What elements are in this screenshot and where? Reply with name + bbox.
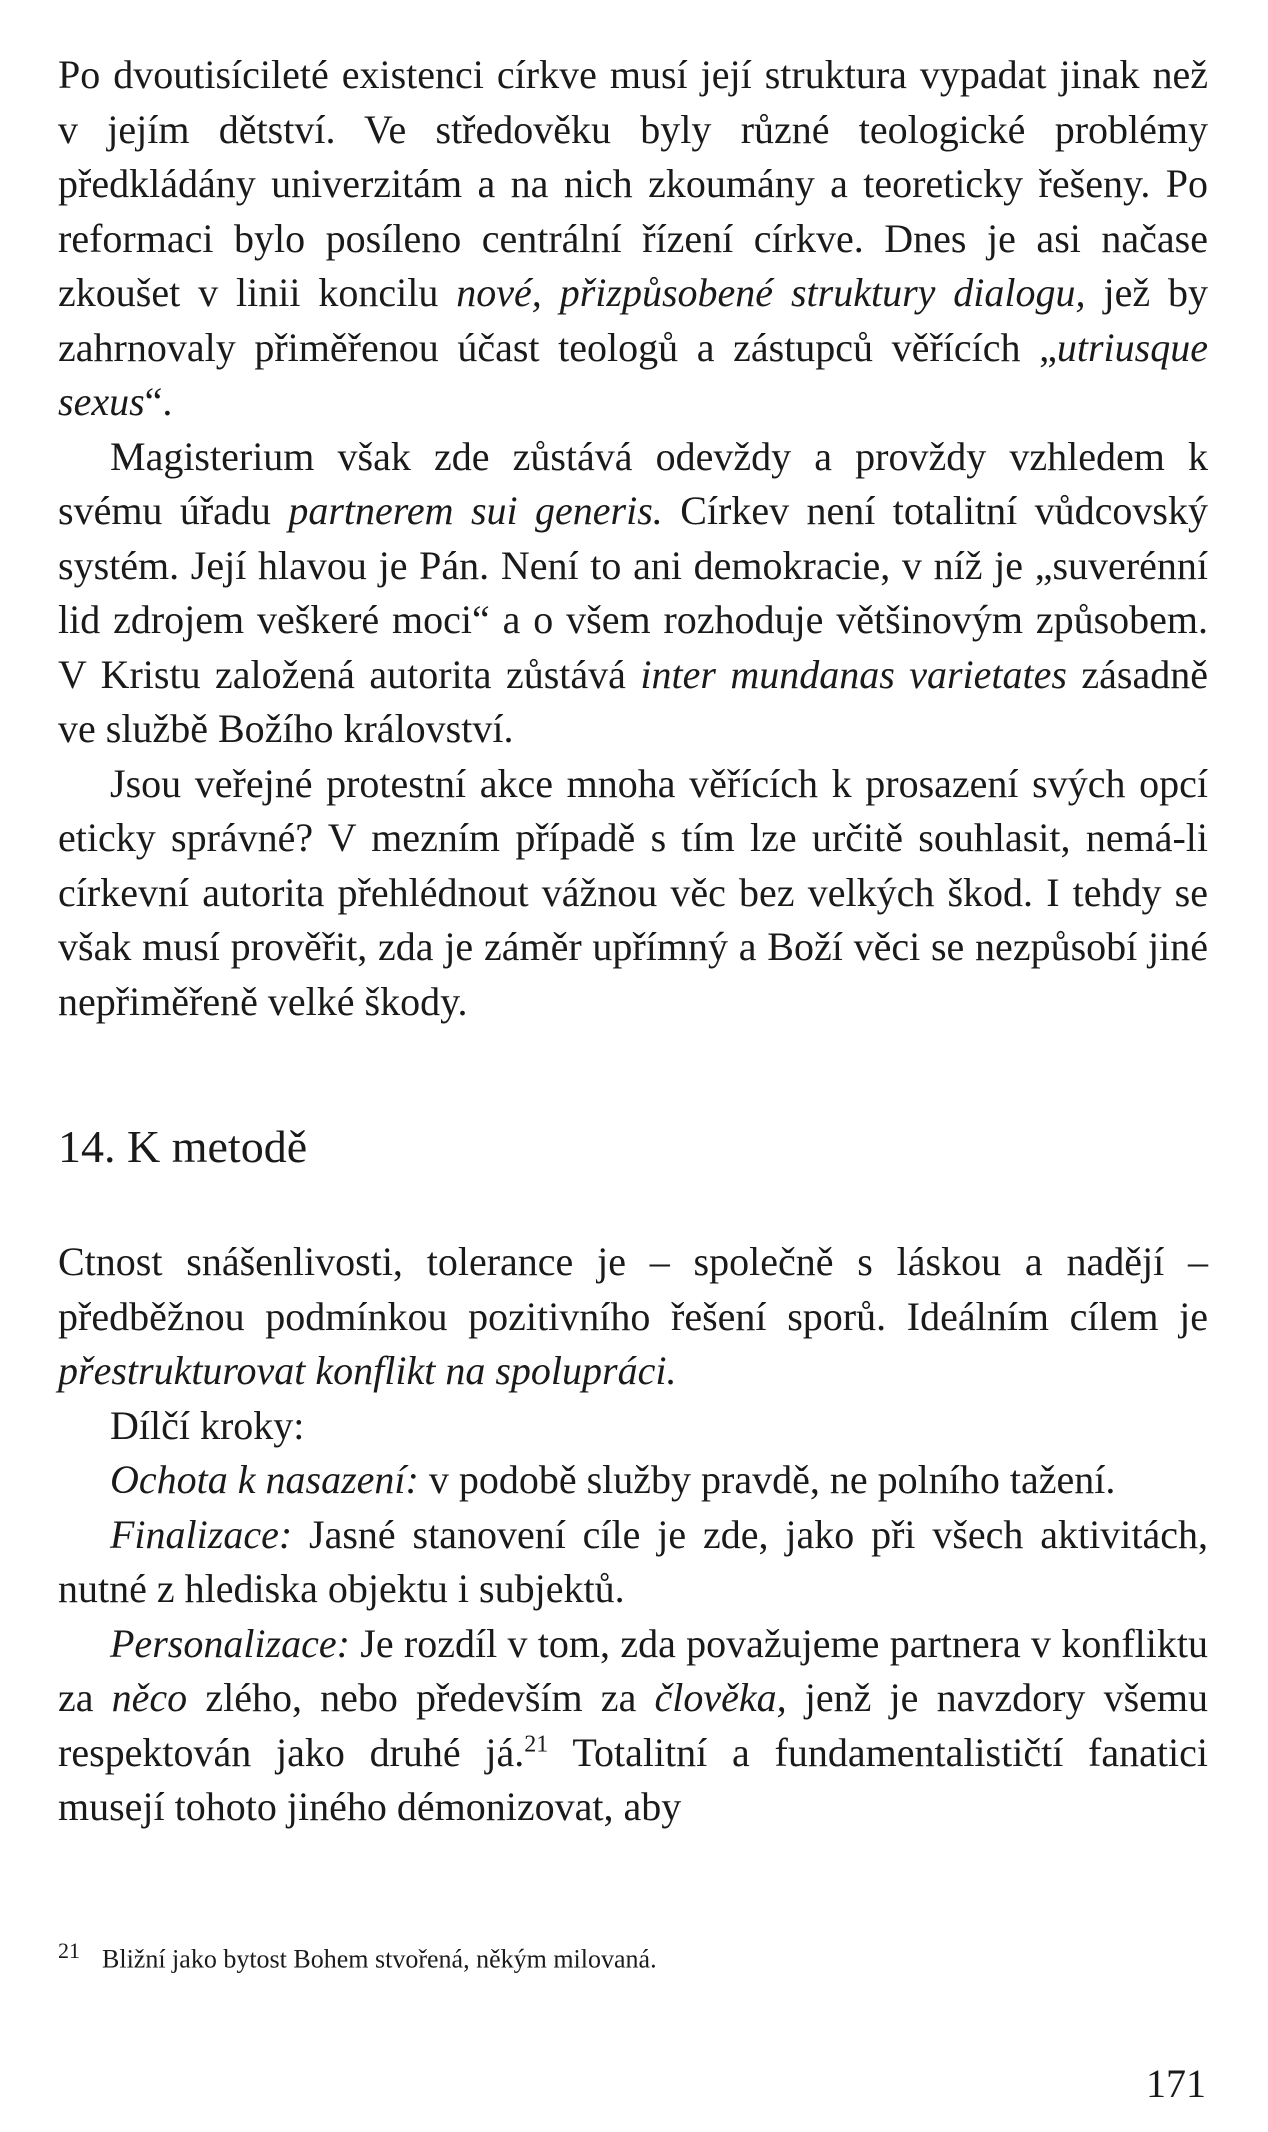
italic-run: člověka, xyxy=(654,1675,787,1720)
text-run: v podobě služby pravdě, ne polního tažení. xyxy=(418,1457,1116,1502)
italic-run: utriusque sexus xyxy=(58,324,1208,424)
paragraph-4 xyxy=(58,1235,1208,1399)
text-run: Magisterium však zde zůstává odevždy a provždy vzhledem k svému úřadu xyxy=(58,433,1208,533)
text-run: Jasné stanovení cíle je zde, jako při všech aktivitách, nutné z hlediska objektu i subjektů. xyxy=(58,1511,1208,1611)
text-run: jenž je navzdory všemu respektován jako druhé já. xyxy=(58,1675,1208,1775)
text-run: Ctnost snášenlivosti, tolerance je – společně s láskou a nadějí – předběžnou podmínkou pozitivního řešení sporů. Ideálním cílem je xyxy=(58,1239,1208,1339)
italic-run: něco xyxy=(111,1675,188,1720)
italic-run: Finalizace: xyxy=(110,1511,293,1557)
paragraph-6 xyxy=(58,1453,1208,1508)
italic-run: inter mundanas varietates xyxy=(640,651,1067,697)
italic-run: nové, přizpůsobené struktury dialogu, xyxy=(456,270,1086,315)
text-run: zlého, nebo především za xyxy=(187,1675,655,1720)
text-run: “. xyxy=(144,379,173,424)
footnote-text: Bližní jako bytost Bohem stvořená, někým milovaná. xyxy=(102,1944,657,1974)
paragraph-7 xyxy=(58,1508,1208,1617)
italic-run: partnerem sui generis. xyxy=(288,488,663,533)
page-body xyxy=(58,48,1208,1835)
paragraph-1 xyxy=(58,48,1208,430)
text-run: jež by zahrnovaly přiměřenou účast teologů a zástupců věřících „ xyxy=(58,270,1209,370)
text-run: Totalitní a fundamentalističtí fanatici musejí tohoto jiného démonizovat, aby xyxy=(58,1729,1208,1829)
footnote xyxy=(58,1934,1208,1977)
paragraph-3 xyxy=(58,757,1208,1030)
paragraph-8 xyxy=(58,1617,1208,1835)
italic-run: přestrukturovat konflikt na spolupráci. xyxy=(58,1348,677,1393)
italic-run: Personalizace: xyxy=(110,1620,350,1666)
italic-run: Ochota k nasazení: xyxy=(110,1457,419,1502)
paragraph-2 xyxy=(58,430,1208,757)
text-run: Jsou veřejné protestní akce mnoha věřících k prosazení svých opcí eticky správné? V mezním případě s tím lze určitě souhlasit, nemá-li církevní autorita přehlédnout vážnou věc bez velkých škod. I tehdy se však musí prověřit, zda je záměr upřímný a Boží věci se nezpůsobí jiné nepřiměřeně velké škody. xyxy=(58,760,1208,1024)
text-run: Dílčí kroky: xyxy=(110,1402,305,1448)
text-run: Církev není totalitní vůdcovský systém. Její hlavou je Pán. Není to ani demokracie, v níž je „suverénní lid zdrojem veškeré moci“ a o všem rozhoduje většinovým způsobem. V Kristu založená autorita zůstává xyxy=(58,488,1208,697)
text-run: Je rozdíl v tom, zda považujeme partnera v konfliktu za xyxy=(58,1620,1208,1720)
footnote-reference: 21 xyxy=(524,1731,549,1758)
text-run: zásadně ve službě Božího království. xyxy=(58,651,1209,751)
section-heading: 14. K metodě xyxy=(58,1121,308,1172)
text-run: Po dvoutisícileté existenci církve musí její struktura vypadat jinak než v jejím dětství. Ve středověku byly různé teologické problémy předkládány univerzitám a na nich zkoumány a teoreticky řešeny. Po reformaci bylo posíleno centrální řízení církve. Dnes je asi načase zkoušet v linii koncilu xyxy=(58,52,1208,315)
paragraph-5 xyxy=(58,1399,1208,1454)
page-number: 171 xyxy=(1146,2061,1206,2106)
footnote-number: 21 xyxy=(58,1938,80,1963)
